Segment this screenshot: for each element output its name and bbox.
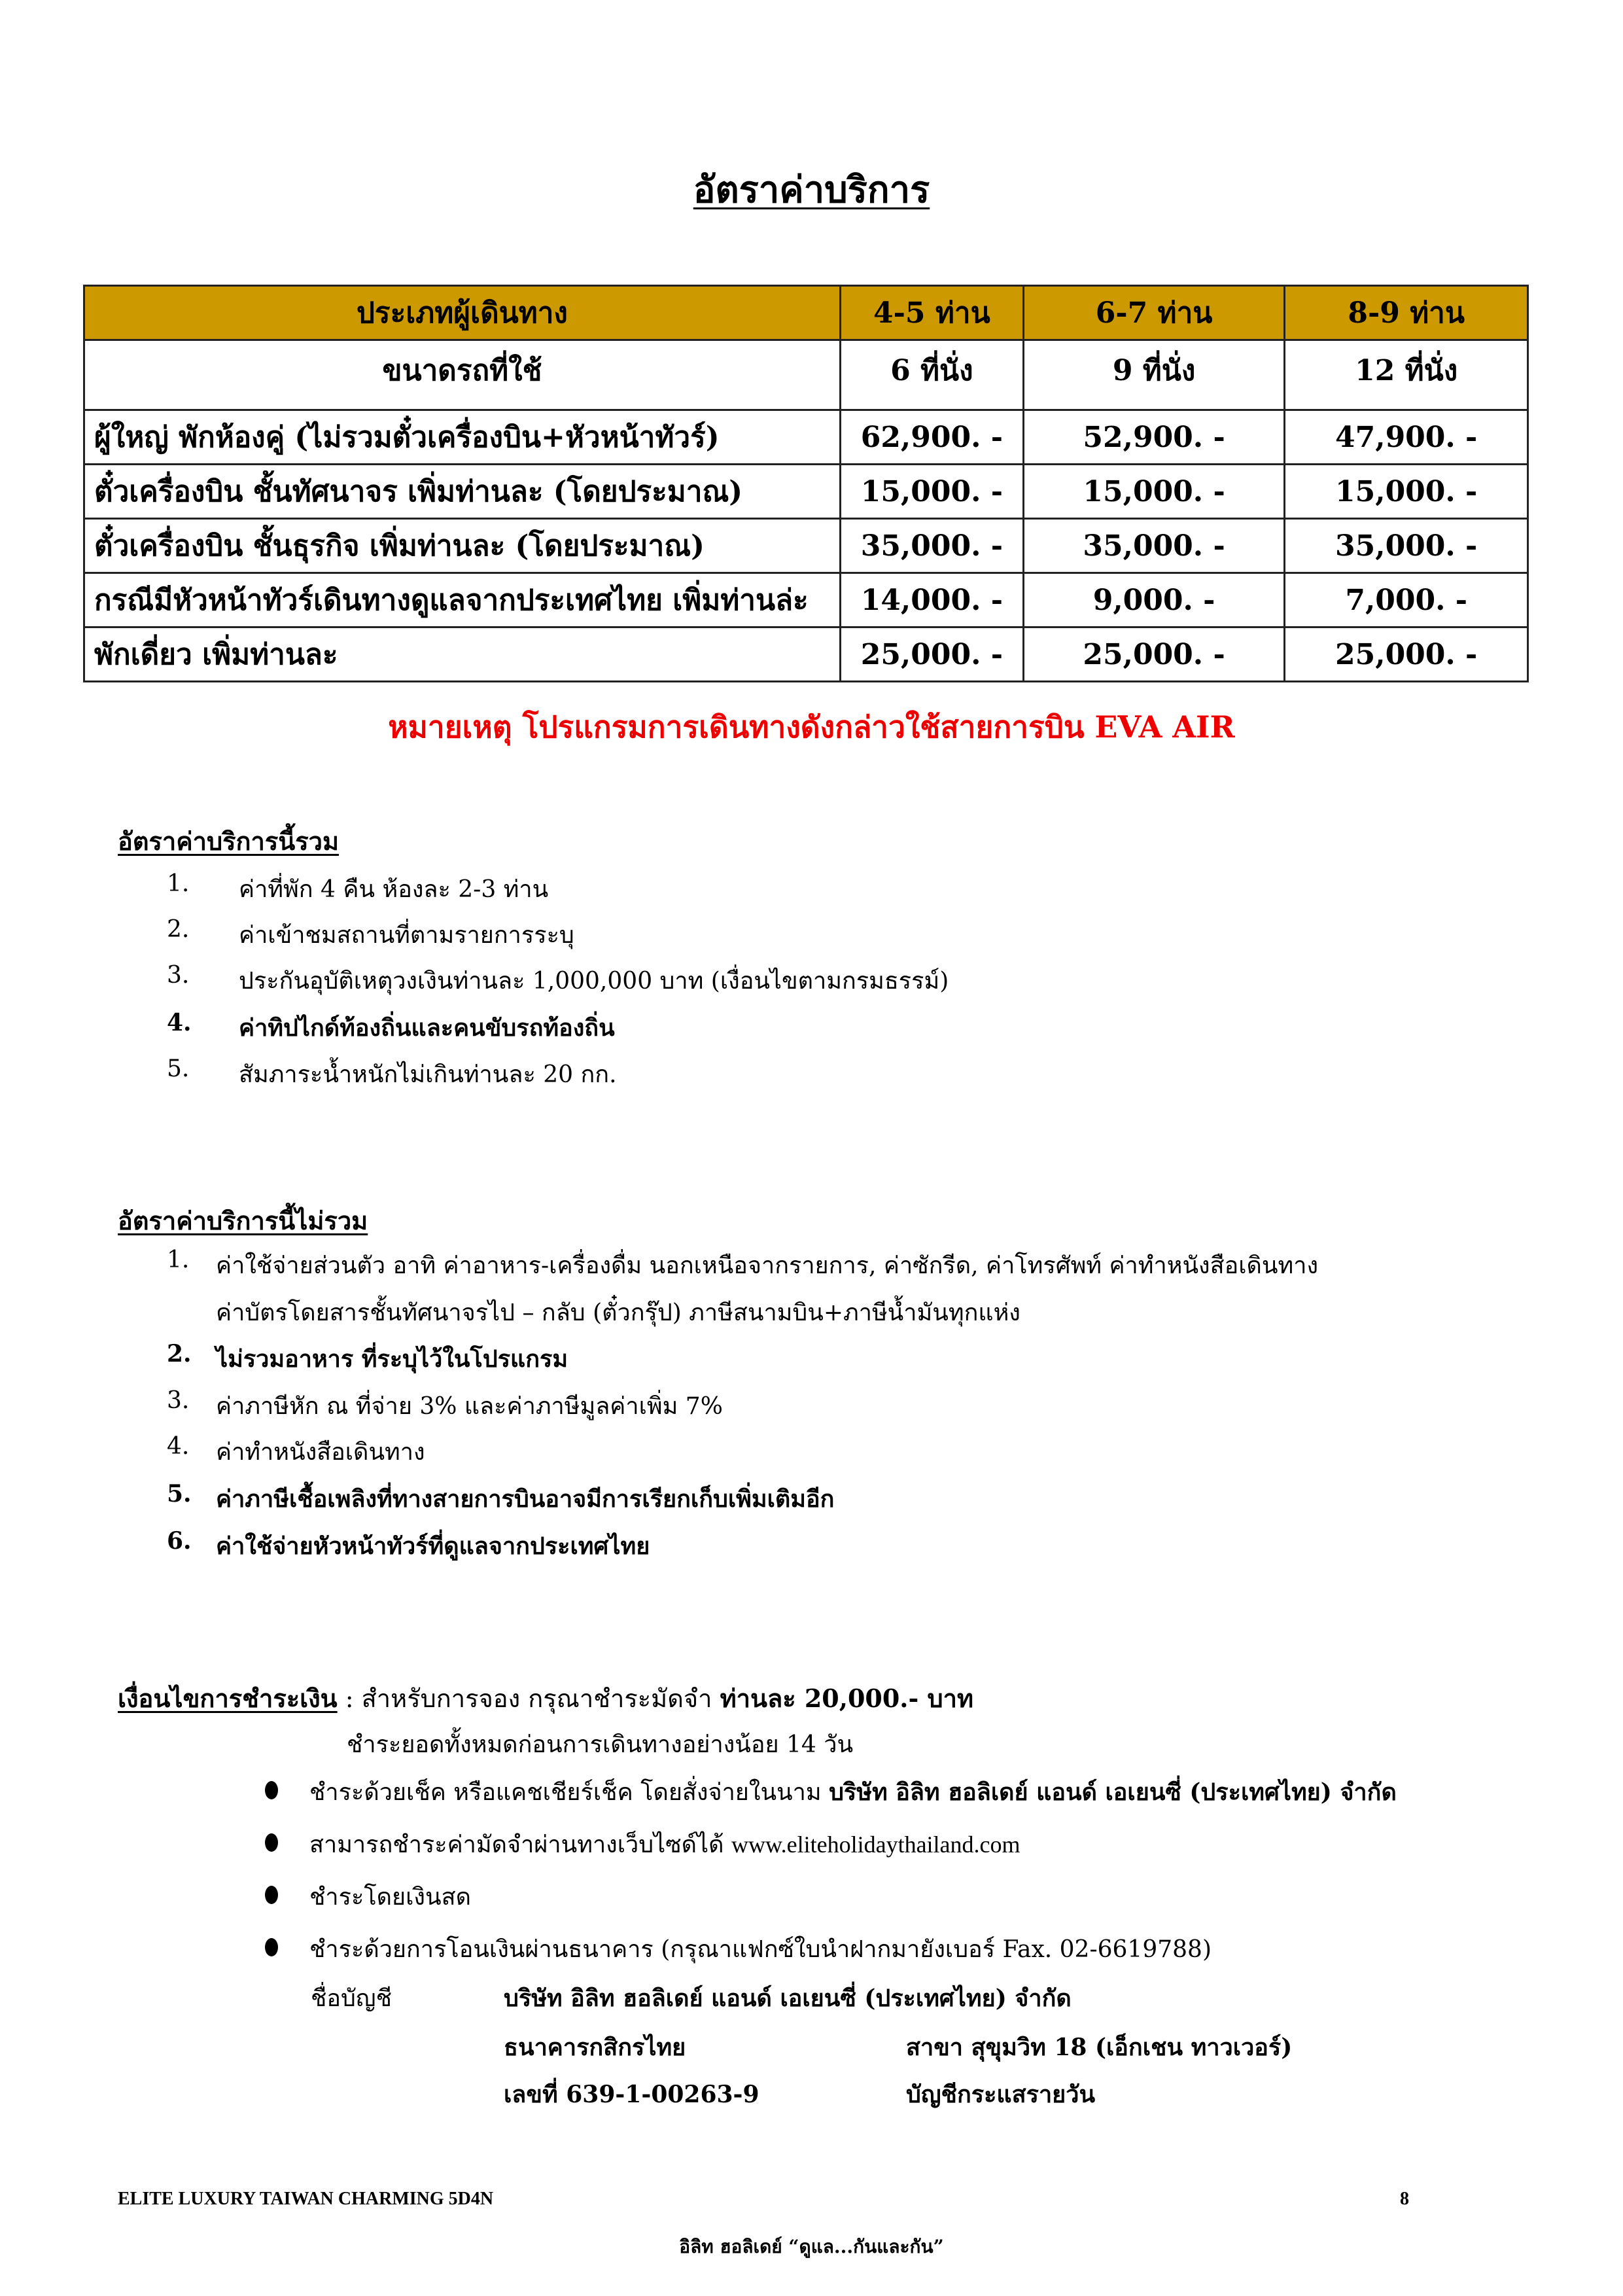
item-text: ค่าบัตรโดยสารชั้นทัศนาจรไป – กลับ (ตั๋วกรุ๊ป) ภาษีสนามบิน+ภาษีน้ำมันทุกแห่ง [216, 1299, 1021, 1326]
price-cell: 15,000. - [1023, 465, 1285, 519]
rates-table [83, 285, 1529, 682]
item-number: 3. [167, 1387, 190, 1414]
payment-full-due: ชำระยอดทั้งหมดก่อนการเดินทางอย่างน้อย 14 วัน [347, 1731, 854, 1758]
price-cell: 35,000. - [1285, 519, 1528, 573]
excluded-heading: อัตราค่าบริการนี้ไม่รวม [118, 1206, 368, 1235]
company-name: บริษัท อิลิท ฮอลิเดย์ แอนด์ เอเยนซี่ (ประเทศไทย) จำกัด [829, 1778, 1397, 1806]
subheader-cell: 12 ที่นั่ง [1285, 340, 1528, 410]
price-cell: 62,900. - [840, 410, 1023, 465]
price-cell: 25,000. - [1285, 627, 1528, 682]
item-text: ประกันอุบัติเหตุวงเงินท่านละ 1,000,000 บาท (เงื่อนไขตามกรมธรรม์) [239, 968, 949, 995]
payment-option-text: ชำระโดยเงินสด [309, 1884, 471, 1911]
header-cell: 6-7 ท่าน [1023, 286, 1285, 340]
payment-conditions [118, 1678, 973, 1718]
payment-deposit-text: : สำหรับการจอง กรุณาชำระมัดจำ [337, 1684, 720, 1713]
table-row [84, 573, 1528, 627]
price-cell: 35,000. - [840, 519, 1023, 573]
included-item [167, 870, 1475, 903]
item-number: 1. [167, 870, 190, 897]
subheader-cell: 9 ที่นั่ง [1023, 340, 1285, 410]
item-text: ค่าทำหนังสือเดินทาง [216, 1439, 425, 1466]
table-row [84, 519, 1528, 573]
item-number: 1. [167, 1246, 190, 1273]
subheader-cell: ขนาดรถที่ใช้ [84, 340, 841, 410]
payment-deposit-amount: ท่านละ 20,000.- บาท [720, 1684, 974, 1713]
website-link[interactable]: www.eliteholidaythailand.com [731, 1831, 1021, 1858]
item-number: 3. [167, 962, 190, 989]
airline-note: หมายเหตุ โปรแกรมการเดินทางดังกล่าวใช้สายการบิน EVA AIR [388, 709, 1235, 745]
bullet-icon [265, 1833, 278, 1852]
price-cell: 9,000. - [1023, 573, 1285, 627]
item-number: 6. [167, 1527, 192, 1555]
item-text: ค่าที่พัก 4 คืน ห้องละ 2-3 ท่าน [239, 876, 549, 903]
payment-heading: เงื่อนไขการชำระเงิน [118, 1684, 338, 1713]
account-number: เลขที่ 639-1-00263-9 [504, 2081, 759, 2108]
header-cell: ประเภทผู้เดินทาง [84, 286, 841, 340]
subheader-cell: 6 ที่นั่ง [840, 340, 1023, 410]
table-header-row [84, 286, 1528, 340]
excluded-item [167, 1340, 1475, 1373]
price-cell: 25,000. - [840, 627, 1023, 682]
footer-slogan: อิลิท ฮอลิเดย์ “ดูแล...กันและกัน” [679, 2236, 944, 2257]
excluded-item [167, 1433, 1475, 1466]
payment-option-text: ชำระด้วยการโอนเงินผ่านธนาคาร (กรุณาแฟกซ์ใบนำฝากมายังเบอร์ Fax. 02-6619788) [309, 1936, 1212, 1963]
row-label: ตั๋วเครื่องบิน ชั้นทัศนาจร เพิ่มท่านละ (โดยประมาณ) [84, 465, 841, 519]
item-number: 5. [167, 1055, 190, 1082]
item-text: ค่าเข้าชมสถานที่ตามรายการระบุ [239, 922, 574, 949]
item-number: 5. [167, 1480, 192, 1508]
payment-option [265, 1878, 1541, 1914]
included-item [167, 916, 1475, 949]
included-item [167, 962, 1475, 995]
price-cell: 14,000. - [840, 573, 1023, 627]
included-heading: อัตราค่าบริการนี้รวม [118, 826, 340, 856]
table-row [84, 410, 1528, 465]
item-number: 2. [167, 1340, 192, 1368]
bullet-icon [265, 1938, 278, 1956]
item-text: สัมภาระน้ำหนักไม่เกินท่านละ 20 กก. [239, 1061, 617, 1088]
item-text: ค่าใช้จ่ายส่วนตัว อาทิ ค่าอาหาร-เครื่องดื่ม นอกเหนือจากรายการ, ค่าซักรีด, ค่าโทรศัพท์ ค่าทำหนังสือเดินทาง [216, 1252, 1319, 1279]
price-cell: 52,900. - [1023, 410, 1285, 465]
page-number: 8 [1400, 2189, 1409, 2209]
table-row [84, 465, 1528, 519]
price-cell: 47,900. - [1285, 410, 1528, 465]
price-cell: 25,000. - [1023, 627, 1285, 682]
item-number: 2. [167, 916, 190, 943]
item-text: ค่าภาษีหัก ณ ที่จ่าย 3% และค่าภาษีมูลค่าเพิ่ม 7% [216, 1393, 723, 1420]
payment-option-text: ชำระด้วยเช็ค หรือแคชเชียร์เช็ค โดยสั่งจ่ายในนาม บริษัท อิลิท ฮอลิเดย์ แอนด์ เอเยนซี่ (ประเทศไทย) จำกัด [309, 1778, 1397, 1806]
account-type: บัญชีกระแสรายวัน [906, 2081, 1096, 2108]
price-cell: 15,000. - [840, 465, 1023, 519]
excluded-item [167, 1387, 1475, 1420]
price-cell: 15,000. - [1285, 465, 1528, 519]
row-label: กรณีมีหัวหน้าทัวร์เดินทางดูแลจากประเทศไทย เพิ่มท่านล่ะ [84, 573, 841, 627]
payment-option [265, 1930, 1541, 1966]
item-text: ค่าใช้จ่ายหัวหน้าทัวร์ที่ดูแลจากประเทศไทย [216, 1532, 650, 1560]
payment-option [265, 1826, 1541, 1862]
bullet-icon [265, 1886, 278, 1904]
item-number: 4. [167, 1009, 192, 1036]
bank-branch: สาขา สุขุมวิท 18 (เอ็กเชน ทาวเวอร์) [906, 2034, 1293, 2061]
excluded-item-continuation [216, 1294, 1524, 1326]
excluded-item [167, 1480, 1475, 1513]
payment-option-text: สามารถชำระค่ามัดจำผ่านทางเว็บไซด์ได้ www.eliteholidaythailand.com [309, 1831, 1021, 1858]
included-item [167, 1009, 1475, 1042]
price-cell: 35,000. - [1023, 519, 1285, 573]
price-cell: 7,000. - [1285, 573, 1528, 627]
footer-program-name: ELITE LUXURY TAIWAN CHARMING 5D4N [118, 2189, 494, 2209]
item-number: 4. [167, 1433, 190, 1460]
table-subheader-row [84, 340, 1528, 410]
row-label: ตั๋วเครื่องบิน ชั้นธุรกิจ เพิ่มท่านละ (โดยประมาณ) [84, 519, 841, 573]
included-item [167, 1055, 1475, 1088]
row-label: ผู้ใหญ่ พักห้องคู่ (ไม่รวมตั๋วเครื่องบิน+หัวหน้าทัวร์) [84, 410, 841, 465]
header-cell: 4-5 ท่าน [840, 286, 1023, 340]
bullet-icon [265, 1781, 278, 1799]
account-label: ชื่อบัญชี [311, 1985, 393, 2012]
payment-option [265, 1773, 1541, 1809]
excluded-item [167, 1246, 1541, 1279]
bank-name: ธนาคารกสิกรไทย [504, 2034, 686, 2061]
header-cell: 8-9 ท่าน [1285, 286, 1528, 340]
account-name: บริษัท อิลิท ฮอลิเดย์ แอนด์ เอเยนซี่ (ประเทศไทย) จำกัด [504, 1985, 1072, 2012]
item-text: ไม่รวมอาหาร ที่ระบุไว้ในโปรแกรม [216, 1345, 568, 1373]
page-title: อัตราค่าบริการ [693, 168, 930, 211]
item-text: ค่าทิปไกด์ท้องถิ่นและคนขับรถท้องถิ่น [239, 1014, 615, 1042]
item-text: ค่าภาษีเชื้อเพลิงที่ทางสายการบินอาจมีการเรียกเก็บเพิ่มเติมอีก [216, 1485, 835, 1513]
excluded-item [167, 1527, 1475, 1560]
row-label: พักเดี่ยว เพิ่มท่านละ [84, 627, 841, 682]
table-row [84, 627, 1528, 682]
